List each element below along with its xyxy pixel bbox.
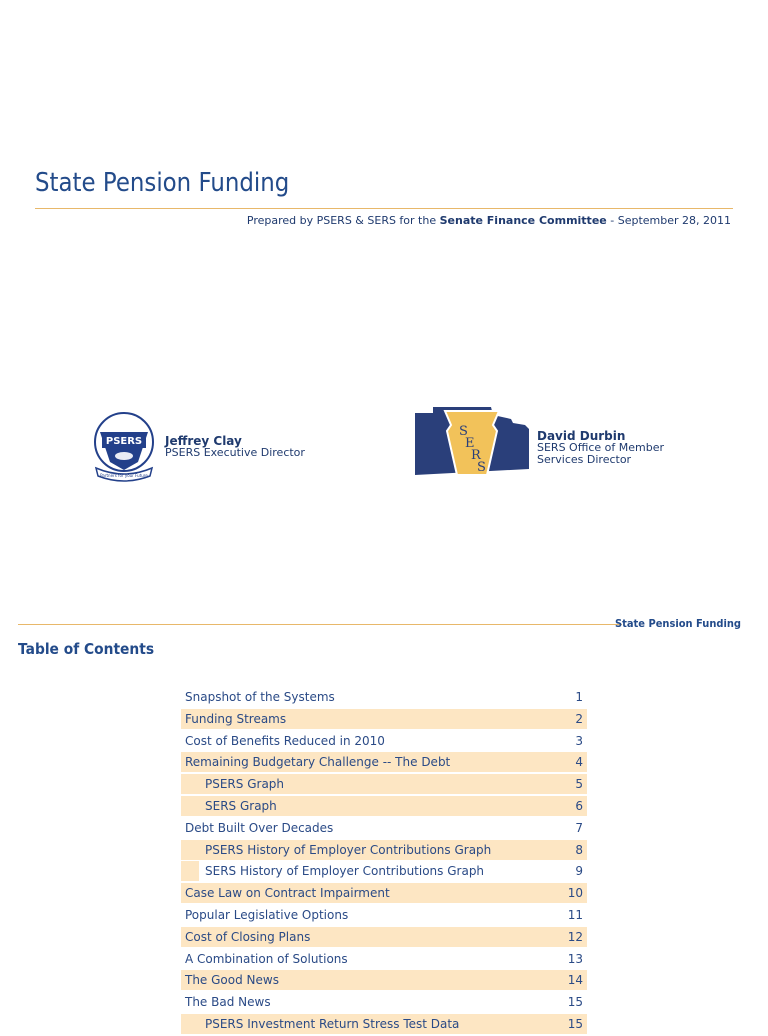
toc-entry-label: The Bad News	[185, 995, 271, 1010]
toc-title: Table of Contents	[18, 640, 155, 658]
toc-entry-page: 4	[575, 755, 583, 770]
toc-entry-page: 10	[567, 886, 583, 901]
toc-entry-page: 13	[567, 951, 583, 966]
toc-entry-label: Popular Legislative Options	[185, 907, 349, 922]
toc-entry-label: SERS History of Employer Contributions Graph	[205, 864, 485, 879]
toc-entry-page: 12	[567, 929, 583, 944]
psers-logo	[92, 410, 156, 482]
toc-row[interactable]	[181, 883, 587, 903]
toc-entry-page: 6	[575, 798, 583, 813]
sers-logo	[413, 405, 531, 481]
presenter-title: PSERS Executive Director	[165, 446, 305, 459]
toc-row[interactable]	[181, 992, 587, 1012]
psers-ribbon-text: Partners for your Future	[100, 473, 148, 478]
sers-letter-s1: S	[459, 424, 468, 439]
prepared-committee: Senate Finance Committee	[439, 214, 607, 227]
toc-entry-label: Case Law on Contract Impairment	[185, 886, 390, 901]
toc-entry-label: PSERS Investment Return Stress Test Data	[205, 1016, 460, 1031]
toc-row[interactable]	[181, 840, 587, 860]
table-of-contents	[181, 687, 587, 1036]
presenter-title-line1: SERS Office of Member	[537, 441, 665, 454]
prepared-line	[247, 214, 731, 227]
toc-row[interactable]	[181, 927, 587, 947]
page-header-title: State Pension Funding	[614, 617, 741, 630]
presenter-title-line2: Services Director	[537, 453, 632, 466]
toc-entry-page: 9	[575, 864, 583, 879]
presenter-name: David Durbin	[537, 429, 626, 443]
presenter-name: Jeffrey Clay	[165, 434, 242, 448]
page-header-rule	[18, 624, 622, 625]
toc-entry-page: 1	[575, 690, 583, 704]
toc-row[interactable]	[181, 752, 587, 772]
toc-entry-page: 15	[567, 995, 583, 1010]
presenter-david-durbin	[537, 430, 664, 466]
toc-row[interactable]	[181, 731, 587, 751]
toc-entry-page: 11	[567, 907, 583, 922]
toc-entry-label: Funding Streams	[185, 711, 287, 726]
toc-entry-page: 3	[575, 733, 583, 748]
psers-logo-text: PSERS	[105, 436, 143, 447]
toc-entry-label: PSERS Graph	[205, 777, 285, 792]
toc-entry-page: 5	[575, 777, 583, 792]
presenter-jeffrey-clay	[165, 435, 305, 459]
sers-letter-s2: S	[477, 460, 486, 475]
toc-entry-page: 2	[575, 711, 583, 726]
toc-entry-label: SERS Graph	[205, 798, 277, 813]
toc-row[interactable]	[181, 709, 587, 729]
toc-row[interactable]	[181, 949, 587, 969]
toc-entry-label: Debt Built Over Decades	[185, 820, 334, 835]
toc-entry-page: 15	[567, 1016, 583, 1031]
toc-row[interactable]	[181, 861, 587, 881]
toc-entry-label: Cost of Benefits Reduced in 2010	[185, 733, 385, 748]
prepared-prefix: Prepared by PSERS & SERS for the	[246, 214, 440, 227]
toc-entry-page: 8	[575, 842, 583, 857]
cover-title: State Pension Funding	[35, 168, 290, 198]
toc-row[interactable]	[181, 905, 587, 925]
prepared-suffix: - September 28, 2011	[606, 214, 731, 227]
sers-letter-e: E	[465, 436, 475, 451]
toc-row[interactable]	[181, 818, 587, 838]
toc-row[interactable]	[181, 687, 587, 707]
toc-entry-label: Cost of Closing Plans	[185, 929, 311, 944]
toc-entry-page: 14	[567, 973, 583, 988]
toc-row[interactable]	[181, 970, 587, 990]
toc-entry-label: Remaining Budgetary Challenge -- The Debt	[185, 755, 451, 770]
toc-entry-label: A Combination of Solutions	[185, 951, 348, 966]
toc-row[interactable]	[181, 796, 587, 816]
title-rule	[35, 208, 733, 209]
toc-entry-label: Snapshot of the Systems	[185, 690, 335, 704]
toc-entry-label: The Good News	[185, 973, 279, 988]
toc-indent-bar	[181, 861, 199, 881]
toc-entry-label: PSERS History of Employer Contributions Graph	[205, 842, 492, 857]
toc-row[interactable]	[181, 774, 587, 794]
toc-entry-page: 7	[575, 820, 583, 835]
sers-letter-r: R	[471, 448, 481, 463]
